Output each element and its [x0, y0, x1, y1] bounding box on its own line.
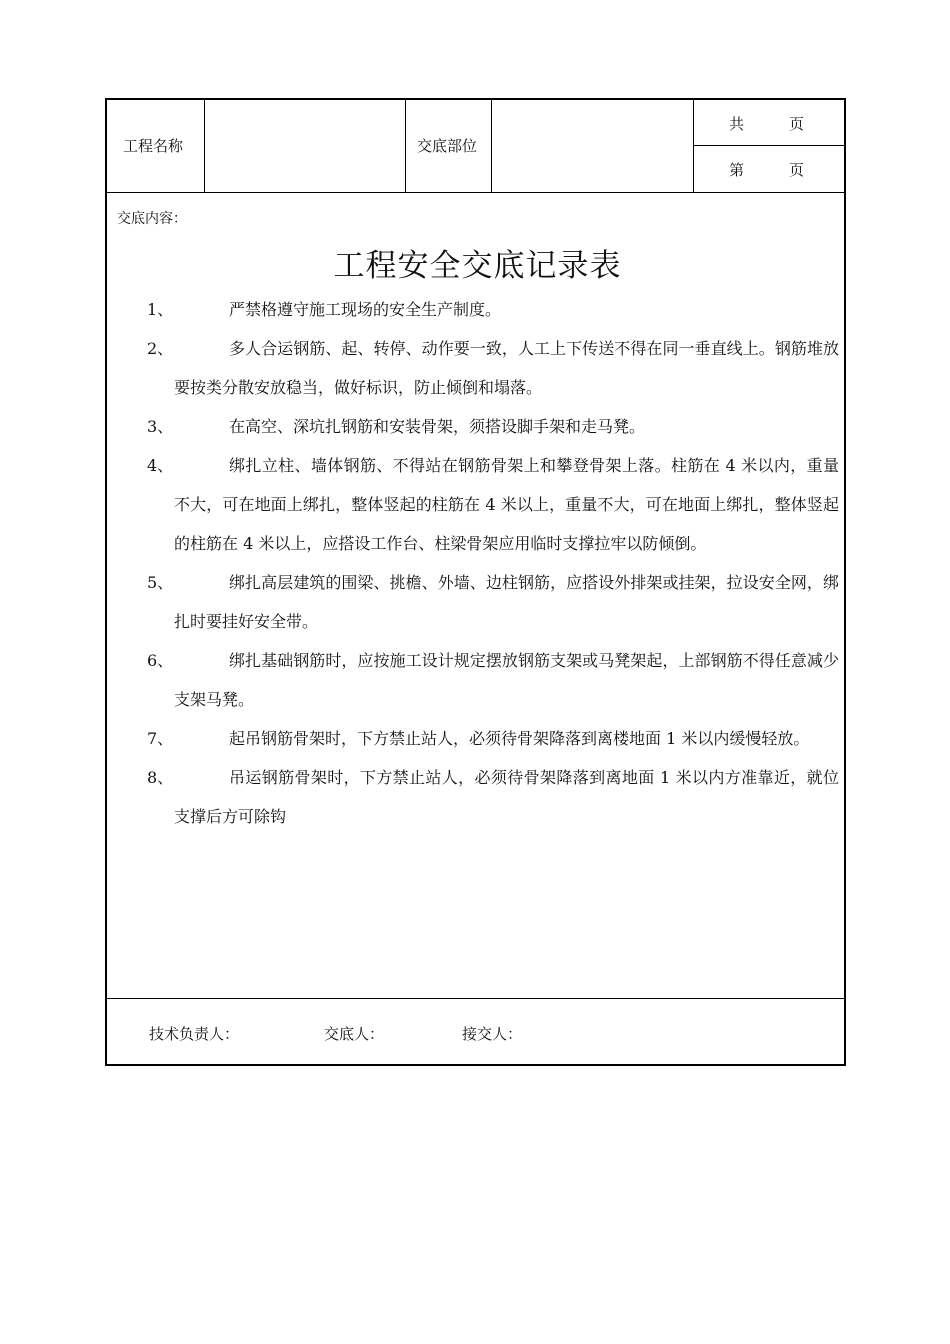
- list-item: [147, 758, 839, 836]
- item-text: 绑扎基础钢筋时，应按施工设计规定摆放钢筋支架或马凳架起，上部钢筋不得任意减少支架马凳。: [174, 651, 839, 709]
- item-text: 在高空、深坑扎钢筋和安装骨架，须搭设脚手架和走马凳。: [229, 417, 646, 436]
- list-item: [147, 719, 839, 758]
- header-bottom-line: [107, 192, 846, 193]
- content-label: 交底内容：: [117, 211, 187, 227]
- safety-briefing-form: [105, 98, 846, 1066]
- header-divider: [491, 100, 492, 192]
- list-item: [147, 446, 839, 563]
- document-title: 工程安全交底记录表: [333, 248, 622, 284]
- list-item: [147, 641, 839, 719]
- item-number: 2、: [147, 339, 174, 358]
- item-text: 多人合运钢筋、起、转停、动作要一致，人工上下传送不得在同一垂直线上。钢筋堆放要按类分散安放稳当，做好标识，防止倾倒和塌落。: [174, 339, 839, 397]
- issuer-signature: 交底人：: [324, 1025, 385, 1043]
- list-item: [147, 407, 839, 446]
- header-divider: [693, 145, 846, 146]
- item-text: 绑扎立柱、墙体钢筋、不得站在钢筋骨架上和攀登骨架上落。柱筋在 4 米以内，重量不大，可在地面上绑扎，整体竖起的柱筋在 4 米以上，重量不大，可在地面上绑扎，整体竖起的柱筋在 4 米以上，应搭设工作台、柱梁骨架应用临时支撑拉牢以防倾倒。: [174, 456, 839, 553]
- tech-lead-signature: 技术负责人：: [149, 1025, 240, 1043]
- header-divider: [204, 100, 205, 192]
- item-number: 8、: [147, 768, 174, 787]
- item-number: 6、: [147, 651, 174, 670]
- footer-top-line: [107, 998, 846, 999]
- project-name-label: 工程名称: [123, 137, 184, 155]
- list-item: [147, 329, 839, 407]
- item-text: 起吊钢筋骨架时，下方禁止站人，必须待骨架降落到离楼地面 1 米以内缓慢轻放。: [229, 729, 810, 748]
- item-number: 3、: [147, 417, 174, 436]
- item-number: 1、: [147, 300, 174, 319]
- item-number: 7、: [147, 729, 174, 748]
- list-item: [147, 290, 839, 329]
- location-label: 交底部位: [417, 137, 478, 155]
- header-divider: [693, 100, 694, 192]
- list-item: [147, 563, 839, 641]
- receiver-signature: 接交人：: [462, 1025, 523, 1043]
- page-number: 第 页: [729, 161, 805, 179]
- item-text: 严禁格遵守施工现场的安全生产制度。: [229, 300, 502, 319]
- total-pages: 共 页: [729, 115, 805, 133]
- item-number: 4、: [147, 456, 174, 475]
- item-text: 绑扎高层建筑的围梁、挑檐、外墙、边柱钢筋，应搭设外排架或挂架，拉设安全网，绑扎时要挂好安全带。: [174, 573, 839, 631]
- header-divider: [405, 100, 406, 192]
- briefing-items: [147, 290, 839, 836]
- item-text: 吊运钢筋骨架时，下方禁止站人，必须待骨架降落到离地面 1 米以内方准靠近，就位支撑后方可除钩: [174, 768, 839, 826]
- item-number: 5、: [147, 573, 174, 592]
